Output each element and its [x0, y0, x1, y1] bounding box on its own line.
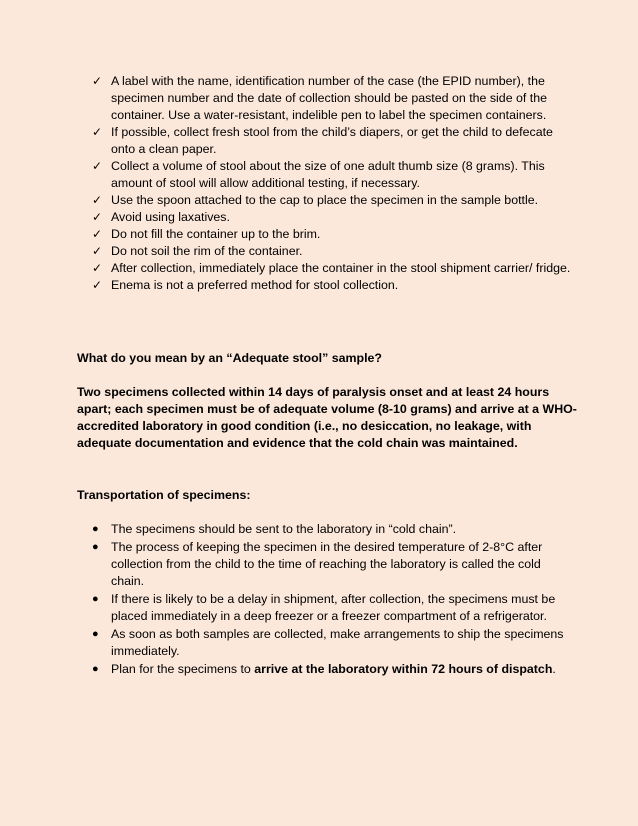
bullet-item-text-start: Plan for the specimens to	[111, 662, 255, 676]
bullet-item-text: The process of keeping the specimen in the desired temperature of 2-8°C after collection from the child to the time of reaching the laboratory is called the cold chain.	[111, 540, 543, 588]
bullet-item	[92, 661, 572, 678]
transportation-list	[92, 521, 572, 678]
checklist-item-text: Collect a volume of stool about the size of one adult thumb size (8 grams). This amount of stool will allow additional testing, if necessary.	[111, 159, 545, 190]
bullet-icon: ●	[92, 541, 99, 553]
checkmark-icon: ✓	[92, 244, 103, 258]
checklist-item-text: Avoid using laxatives.	[111, 210, 230, 224]
checkmark-icon: ✓	[92, 278, 103, 292]
checkmark-icon: ✓	[92, 210, 103, 224]
checklist-item	[92, 158, 572, 192]
bullet-item-text: The specimens should be sent to the laboratory in “cold chain”.	[111, 522, 457, 536]
checklist-item-text: Do not fill the container up to the brim.	[111, 227, 321, 241]
checklist-item	[92, 260, 572, 277]
bullet-icon: ●	[92, 593, 99, 605]
checklist-item	[92, 124, 572, 158]
bullet-item	[92, 626, 572, 660]
checkmark-icon: ✓	[92, 159, 103, 173]
bullet-icon: ●	[92, 663, 99, 675]
checklist-item	[92, 192, 572, 209]
checklist-item-text: If possible, collect fresh stool from the child’s diapers, or get the child to defecate onto a clean paper.	[111, 125, 553, 156]
bullet-icon: ●	[92, 523, 99, 535]
checkmark-icon: ✓	[92, 227, 103, 241]
bullet-item	[92, 591, 572, 625]
bullet-item	[92, 539, 572, 590]
bullet-item-text: As soon as both samples are collected, make arrangements to ship the specimens immediately.	[111, 627, 564, 658]
checkmark-icon: ✓	[92, 74, 103, 88]
transportation-heading: Transportation of specimens:	[77, 488, 251, 502]
bullet-icon: ●	[92, 628, 99, 640]
bullet-item-text-emphasis: arrive at the laboratory within 72 hours of dispatch	[254, 662, 553, 676]
collection-checklist	[92, 73, 572, 294]
adequate-stool-definition: Two specimens collected within 14 days of paralysis onset and at least 24 hours apart; each specimen must be of adequate volume (8-10 grams) and arrive at a WHO-accredited laboratory in good condition (i.e., no desiccation, no leakage, with adequate documentation and evidence that the cold chain was maintained.	[77, 385, 577, 450]
checkmark-icon: ✓	[92, 125, 103, 139]
checklist-item-text: Enema is not a preferred method for stool collection.	[111, 278, 399, 292]
checklist-item-text: Do not soil the rim of the container.	[111, 244, 303, 258]
checklist-item-text: Use the spoon attached to the cap to place the specimen in the sample bottle.	[111, 193, 539, 207]
checklist-item	[92, 209, 572, 226]
adequate-stool-heading: What do you mean by an “Adequate stool” sample?	[77, 351, 382, 365]
checklist-item	[92, 73, 572, 124]
checklist-item	[92, 243, 572, 260]
bullet-item-text-end: .	[552, 662, 556, 676]
checklist-item-text: A label with the name, identification number of the case (the EPID number), the specimen number and the date of collection should be pasted on the side of the container. Use a water-resistant, indelible pen to label the specimen containers.	[111, 74, 548, 122]
bullet-item-text: If there is likely to be a delay in shipment, after collection, the specimens must be placed immediately in a deep freezer or a freezer compartment of a refrigerator.	[111, 592, 556, 623]
checklist-item	[92, 226, 572, 243]
bullet-item	[92, 521, 572, 538]
checkmark-icon: ✓	[92, 261, 103, 275]
checkmark-icon: ✓	[92, 193, 103, 207]
checklist-item-text: After collection, immediately place the container in the stool shipment carrier/ fridge.	[111, 261, 571, 275]
checklist-item	[92, 277, 572, 294]
